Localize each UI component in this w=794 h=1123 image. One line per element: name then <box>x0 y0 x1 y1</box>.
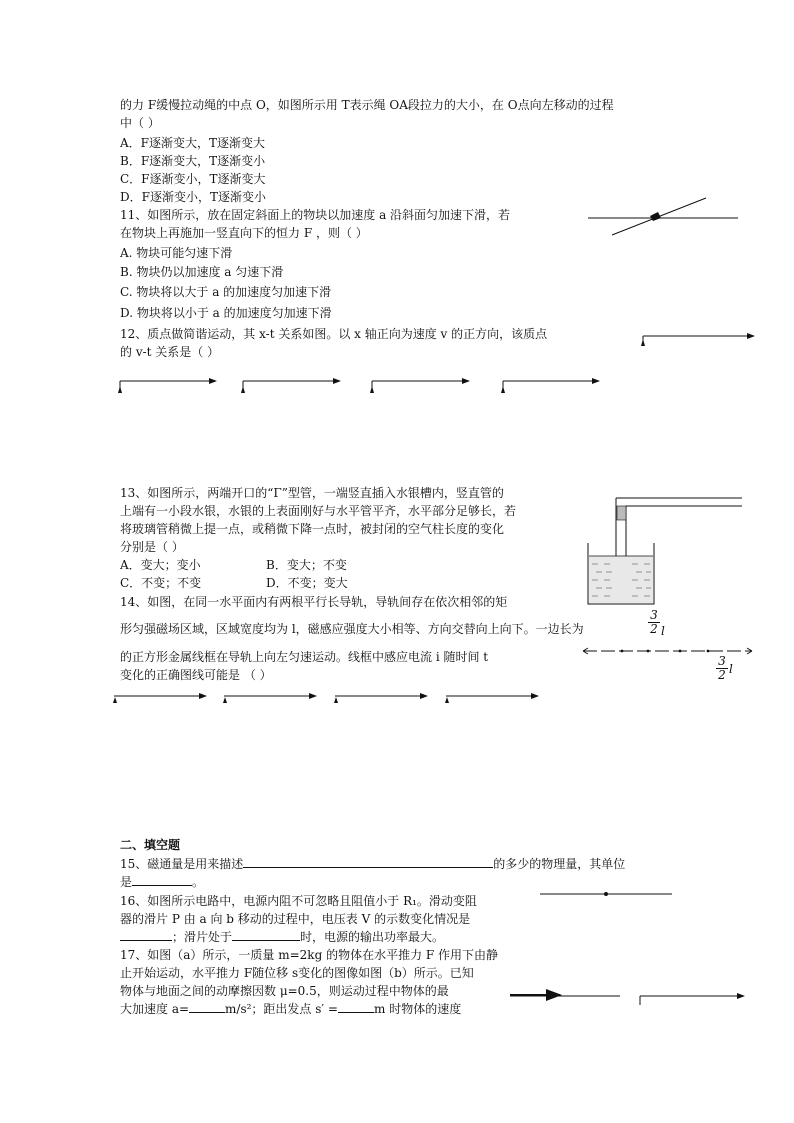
q11-option-c: C. 物块将以大于 a 的加速度匀加速下滑 <box>120 285 332 299</box>
q13-stem-line4: 分别是（ ） <box>120 540 184 554</box>
q13-option-c: C．不变；不变 <box>120 576 202 590</box>
q10-option-c: C．F逐渐变小，T逐渐变大 <box>120 172 266 186</box>
q13-option-b: B．变大；不变 <box>266 558 347 572</box>
section-title: 二、填空题 <box>120 838 181 852</box>
q13-stem-line1: 13、如图所示，两端开口的“Γ”型管，一端竖直插入水银槽内，竖直管的 <box>120 486 504 500</box>
q11-stem-line2: 在物块上再施加一竖直向下的恒力 F ，则（ ） <box>120 226 368 240</box>
q14-stem-line4: 变化的正确图线可能是 （ ） <box>120 668 272 682</box>
q10-stem-line1: 的力 F缓慢拉动绳的中点 O，如图所示用 T表示绳 OA段拉力的大小，在 O点向左移动的过程 <box>120 98 614 112</box>
q17-line4-a: 大加速度 a= <box>120 1002 190 1016</box>
q12-option-graph-b <box>241 381 340 393</box>
q14-stem-line2: 形匀强磁场区域，区域宽度均为 l，磁感应强度大小相等、方向交替向上向下。一边长为 <box>120 622 584 636</box>
q10-stem-line2: 中（ ） <box>120 116 160 130</box>
q12-stem-line2: 的 v-t 关系是（ ） <box>120 345 220 359</box>
q17-line3: 物体与地面之间的动摩擦因数 μ=0.5，则运动过程中物体的最 <box>120 984 449 998</box>
q10-option-b: B．F逐渐变大，T逐渐变小 <box>120 154 266 168</box>
q14-option-graph-d <box>445 696 538 703</box>
q10-option-a: A．F逐渐变大，T逐渐变大 <box>120 136 265 150</box>
slider-contact <box>604 892 608 896</box>
q15-line2-prefix: 是 <box>120 875 133 889</box>
q17-line4-b: m/s²；距出发点 s′ = <box>225 1002 338 1016</box>
q16-line3-end: 时，电源的输出功率最大。 <box>300 930 445 944</box>
q10-option-d: D．F逐渐变小，T逐渐变小 <box>120 190 266 204</box>
q16-line1: 16、如图所示电路中，电源内阻不可忽略且阻值小于 R₁。滑动变阻 <box>120 894 477 908</box>
q11-option-a: A. 物块可能匀速下滑 <box>120 246 233 260</box>
q14-option-graph-a <box>113 696 206 703</box>
q15-suffix: 的多少的物理量，其单位 <box>493 857 626 871</box>
q14-option-graph-b <box>223 696 316 703</box>
q13-stem-line2: 上端有一小段水银，水银的上表面刚好与水平管平齐，水平部分足够长，若 <box>120 504 517 518</box>
q13-stem-line3: 将玻璃管稍微上提一点，或稍微下降一点时，被封闭的空气柱长度的变化 <box>120 522 505 536</box>
q14-stem-line1: 14、如图，在同一水平面内有两根平行长导轨，导轨间存在依次相邻的矩 <box>120 595 508 609</box>
q13-tube-figure <box>588 498 742 604</box>
fraction-variable: l <box>661 624 665 638</box>
q14-option-graph-c <box>334 696 427 703</box>
q11-option-b: B. 物块仍以加速度 a 匀速下滑 <box>120 265 284 279</box>
q14-stem-line3: 的正方形金属线框在导轨上向左匀速运动。线框中感应电流 i 随时间 t <box>120 650 489 664</box>
q12-xt-graph <box>641 336 754 346</box>
q16-circuit-figure <box>540 892 672 896</box>
q11-option-d: D. 物块将以小于 a 的加速度匀加速下滑 <box>120 306 332 320</box>
q17-line4-c: m 时物体的速度 <box>374 1002 462 1016</box>
fraction-variable: l <box>729 662 733 676</box>
mercury-column <box>617 506 626 520</box>
q17-line2: 止开始运动，水平推力 F随位移 s变化的图像如图（b）所示。已知 <box>120 966 474 980</box>
q17-figure-a <box>510 995 620 996</box>
q17-figure-b <box>640 996 744 1005</box>
fraction-denominator: 2 <box>716 668 728 682</box>
q12-option-graph-a <box>118 381 216 393</box>
q12-option-graph-d <box>501 381 599 393</box>
q11-stem-line1: 11、如图所示，放在固定斜面上的物块以加速度 a 沿斜面匀加速下滑，若 <box>120 208 511 222</box>
q17-line1: 17、如图（a）所示，一质量 m=2kg 的物体在水平推力 F 作用下由静 <box>120 948 499 962</box>
fraction-numerator: 3 <box>650 608 658 622</box>
q15-line2-suffix: 。 <box>192 875 205 889</box>
q13-option-a: A．变大；变小 <box>120 558 201 572</box>
fraction-numerator: 3 <box>718 654 726 668</box>
q12-option-graph-c <box>370 381 469 393</box>
q15-prefix: 15、磁通量是用来描述 <box>120 857 244 871</box>
q11-incline-figure <box>588 198 738 235</box>
q13-option-d: D．不变；变大 <box>266 576 348 590</box>
q12-stem-line1: 12、质点做简谐运动，其 x-t 关系如图。以 x 轴正向为速度 v 的正方向，该质点 <box>120 327 548 341</box>
fraction-denominator: 2 <box>648 622 660 636</box>
q16-line2: 器的滑片 P 由 a 向 b 移动的过程中，电压表 V 的示数变化情况是 <box>120 912 471 926</box>
q16-line3-mid: ；滑片处于 <box>172 930 233 944</box>
q14-rail-figure <box>583 648 752 654</box>
